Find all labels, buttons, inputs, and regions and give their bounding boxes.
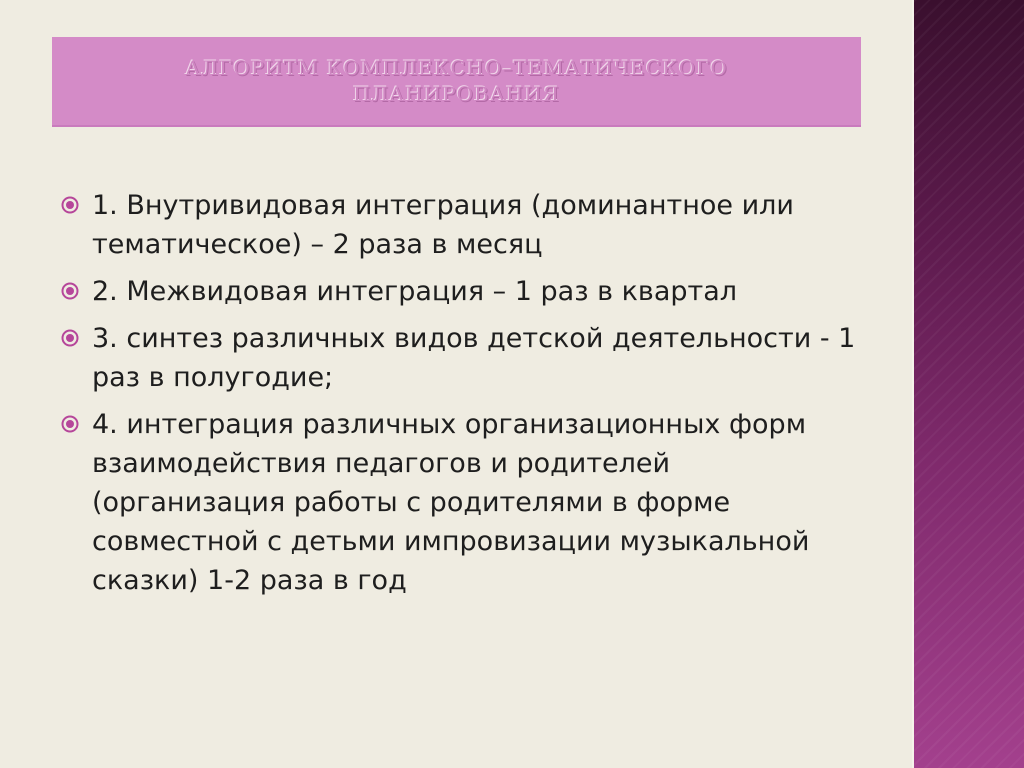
- bullet-text: 1. Внутривидовая интеграция (доминантное или тематическое) – 2 раза в месяц: [92, 190, 794, 260]
- content-area: [60, 186, 860, 608]
- bullet-list: [60, 186, 860, 600]
- circle-bullet-icon: [60, 414, 80, 434]
- circle-bullet-icon: [60, 281, 80, 301]
- bullet-text: 4. интеграция различных организационных форм взаимодействия педагогов и родителей (организация работы с родителями в форме совместной с детьми импровизации музыкальной сказки) 1-2 раза в год: [92, 409, 810, 596]
- decorative-side-panel: [912, 0, 1024, 768]
- bullet-text: 2. Межвидовая интеграция – 1 раз в квартал: [92, 276, 738, 307]
- slide-title: АЛГОРИТМ КОМПЛЕКСНО–ТЕМАТИЧЕСКОГО ПЛАНИРОВАНИЯ: [185, 56, 728, 106]
- bullet-item: [60, 319, 860, 397]
- bullet-item: [60, 186, 860, 264]
- title-band: [52, 37, 861, 127]
- bullet-item: [60, 405, 860, 600]
- bullet-text: 3. синтез различных видов детской деятельности - 1 раз в полугодие;: [92, 323, 856, 393]
- circle-bullet-icon: [60, 195, 80, 215]
- circle-bullet-icon: [60, 328, 80, 348]
- bullet-item: [60, 272, 860, 311]
